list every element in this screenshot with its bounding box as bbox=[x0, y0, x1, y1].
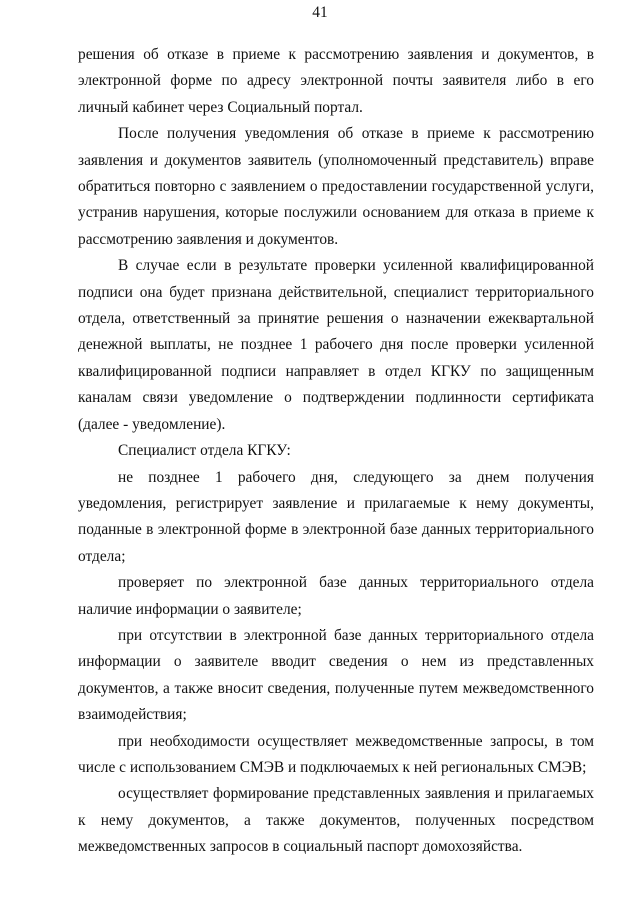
paragraph-interagency-requests: при необходимости осуществляет межведомственные запросы, в том числе с использованием СМЭВ и подключаемых к ней региональных СМЭВ; bbox=[78, 732, 594, 776]
document-body bbox=[78, 42, 594, 861]
paragraph-continuation: решения об отказе в приеме к рассмотрению заявления и документов, в электронной форме по адресу электронной почты заявителя либо в его личный кабинет через Социальный портал. bbox=[78, 46, 594, 116]
paragraph-database-check: проверяет по электронной базе данных территориального отдела наличие информации о заявителе; bbox=[78, 574, 594, 618]
page-number: 41 bbox=[312, 4, 328, 21]
paragraph-data-entry: при отсутствии в электронной базе данных территориального отдела информации о заявителе вводит сведения о нем из представленных документов, а также вносит сведения, полученные путем межведомственного взаимодействия; bbox=[78, 626, 594, 724]
paragraph-social-passport: осуществляет формирование представленных заявления и прилагаемых к нему документов, а также документов, полученных посредством межведомственных запросов в социальный паспорт домохозяйства. bbox=[78, 785, 594, 856]
paragraph-signature-check: В случае если в результате проверки усиленной квалифицированной подписи она будет признана действительной, специалист территориального отдела, ответственный за принятие решения о назначении ежеквартальной денежной выплаты, не позднее 1 рабочего дня после проверки усиленной квалифицированной подписи направляет в отдел КГКУ по защищенным каналам связи уведомление о подтверждении подлинности сертификата (далее - уведомление). bbox=[78, 257, 594, 433]
paragraph-resubmission: После получения уведомления об отказе в приеме к рассмотрению заявления и документов заявитель (уполномоченный представитель) вправе обратиться повторно с заявлением о предоставлении государственной услуги, устранив нарушения, которые послужили основанием для отказа в приеме к рассмотрению заявления и документов. bbox=[78, 125, 594, 248]
paragraph-specialist-heading: Специалист отдела КГКУ: bbox=[118, 442, 291, 460]
paragraph-registration: не позднее 1 рабочего дня, следующего за днем получения уведомления, регистрирует заявление и прилагаемые к нему документы, поданные в электронной форме в электронной базе данных территориального отдела; bbox=[78, 468, 594, 565]
